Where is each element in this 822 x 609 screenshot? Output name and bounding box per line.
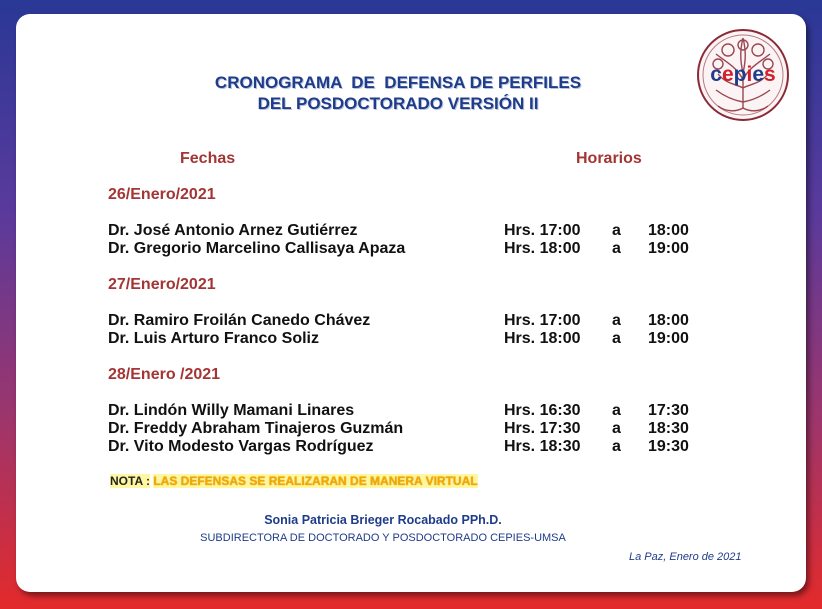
cepies-logo <box>696 28 790 122</box>
header-horarios: Horarios <box>576 150 642 167</box>
note <box>110 474 478 488</box>
end-time: 18:30 <box>648 420 689 437</box>
start-time: Hrs. 17:30 <box>504 420 581 437</box>
place-date: La Paz, Enero de 2021 <box>629 551 742 563</box>
end-time: 17:30 <box>648 402 689 419</box>
end-time: 18:00 <box>648 222 689 239</box>
start-time: Hrs. 16:30 <box>504 402 581 419</box>
time-separator: a <box>612 330 621 347</box>
date-heading: 26/Enero/2021 <box>108 186 216 203</box>
start-time: Hrs. 17:00 <box>504 222 581 239</box>
note-label: NOTA : <box>110 474 150 488</box>
time-separator: a <box>612 402 621 419</box>
end-time: 19:30 <box>648 438 689 455</box>
end-time: 18:00 <box>648 312 689 329</box>
time-separator: a <box>612 438 621 455</box>
presenter-name: Dr. Gregorio Marcelino Callisaya Apaza <box>108 240 406 257</box>
presenter-name: Dr. Vito Modesto Vargas Rodríguez <box>108 438 374 455</box>
presenter-name: Dr. Luis Arturo Franco Soliz <box>108 330 319 347</box>
presenter-name: Dr. José Antonio Arnez Gutiérrez <box>108 222 358 239</box>
signature-title: SUBDIRECTORA DE DOCTORADO Y POSDOCTORADO CEPIES-UMSA <box>200 532 566 544</box>
logo-wordmark: cepies <box>710 63 776 86</box>
title-line-1: CRONOGRAMA DE DEFENSA DE PERFILES <box>214 73 582 92</box>
time-separator: a <box>612 222 621 239</box>
end-time: 19:00 <box>648 330 689 347</box>
time-separator: a <box>612 240 621 257</box>
start-time: Hrs. 18:00 <box>504 330 581 347</box>
header-fechas: Fechas <box>180 150 236 167</box>
start-time: Hrs. 17:00 <box>504 312 581 329</box>
start-time: Hrs. 18:00 <box>504 240 581 257</box>
presenter-name: Dr. Ramiro Froilán Canedo Chávez <box>108 312 371 329</box>
end-time: 19:00 <box>648 240 689 257</box>
note-text: LAS DEFENSAS SE REALIZARAN DE MANERA VIRTUAL <box>153 474 478 488</box>
date-heading: 27/Enero/2021 <box>108 276 216 293</box>
title-line-2: DEL POSDOCTORADO VERSIÓN II <box>257 94 539 113</box>
signature-name: Sonia Patricia Brieger Rocabado PPh.D. <box>264 513 502 527</box>
presenter-name: Dr. Lindón Willy Mamani Linares <box>108 402 355 419</box>
date-heading: 28/Enero /2021 <box>108 366 221 383</box>
start-time: Hrs. 18:30 <box>504 438 581 455</box>
presenter-name: Dr. Freddy Abraham Tinajeros Guzmán <box>108 420 404 437</box>
time-separator: a <box>612 312 621 329</box>
document-title <box>0 72 796 114</box>
time-separator: a <box>612 420 621 437</box>
